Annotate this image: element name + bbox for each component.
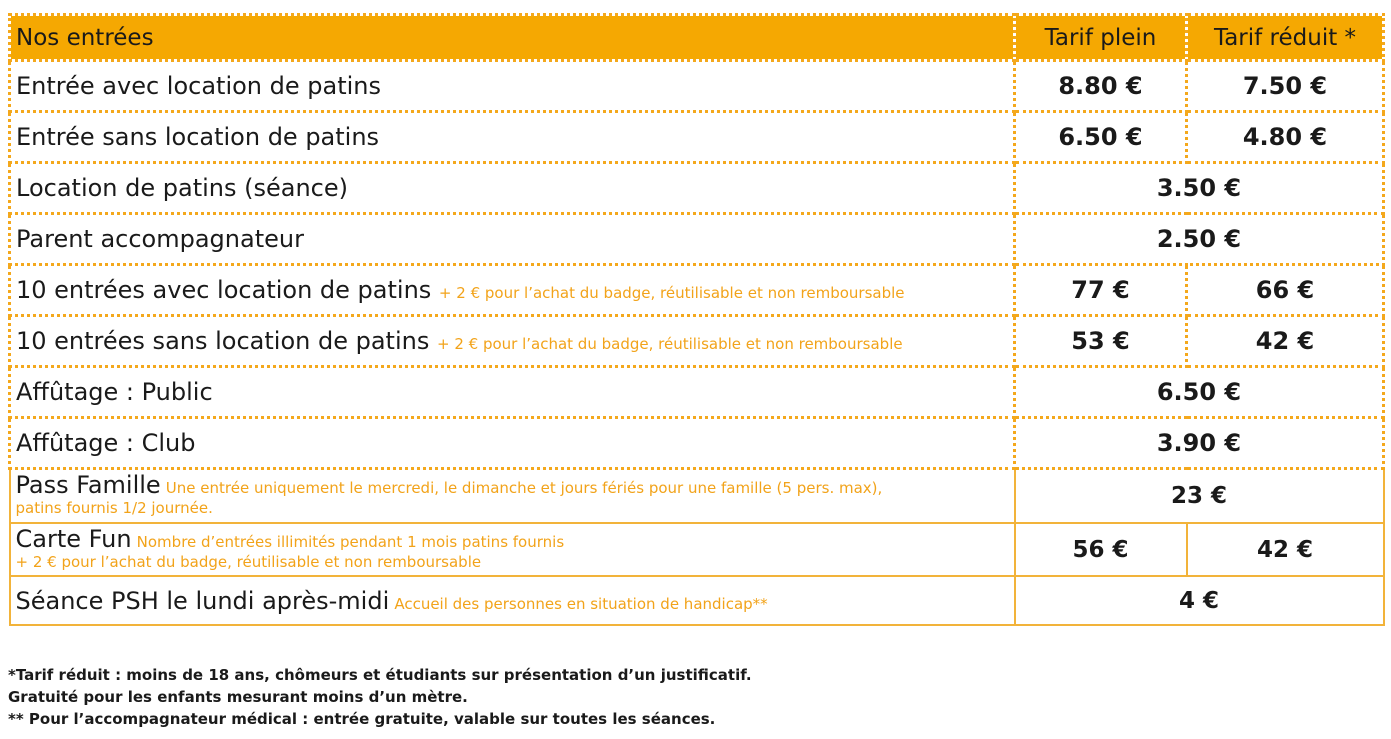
table-row: [10, 367, 1384, 418]
price-full: 53 €: [1015, 316, 1187, 367]
table-row: [10, 316, 1384, 367]
row-label: Entrée avec location de patins: [10, 61, 1015, 112]
row-note: Accueil des personnes en situation de handicap**: [394, 594, 768, 613]
row-label-cell: [10, 469, 1015, 524]
price-table: [8, 13, 1385, 626]
row-label: 10 entrées sans location de patins: [16, 327, 430, 355]
row-label-cell: [10, 265, 1015, 316]
price-full: 77 €: [1015, 265, 1187, 316]
footnote-reduced-rate: *Tarif réduit : moins de 18 ans, chômeurs et étudiants sur présentation d’un justificatif.: [8, 666, 752, 684]
row-label-cell: [10, 316, 1015, 367]
footnote-medical-companion: ** Pour l’accompagnateur médical : entrée gratuite, valable sur toutes les séances.: [8, 710, 716, 728]
price-full: 6.50 €: [1015, 112, 1187, 163]
row-label: 10 entrées avec location de patins: [16, 276, 432, 304]
table-row: [10, 469, 1384, 524]
footnote-free-children: Gratuité pour les enfants mesurant moins d’un mètre.: [8, 688, 468, 706]
row-label: Location de patins (séance): [10, 163, 1015, 214]
row-label: Séance PSH le lundi après-midi: [15, 586, 390, 615]
table-row: [10, 576, 1384, 625]
row-label: Affûtage : Club: [10, 418, 1015, 469]
row-note-line2: + 2 € pour l’achat du badge, réutilisable et non remboursable: [15, 552, 482, 571]
table-header: [10, 15, 1384, 61]
row-label: Parent accompagnateur: [10, 214, 1015, 265]
price-single: 4 €: [1015, 576, 1384, 625]
row-label: Entrée sans location de patins: [10, 112, 1015, 163]
price-full: 8.80 €: [1015, 61, 1187, 112]
price-single: 23 €: [1015, 469, 1384, 524]
row-note-line2: patins fournis 1/2 journée.: [15, 499, 213, 517]
price-full: 56 €: [1015, 523, 1187, 576]
price-single: 3.90 €: [1015, 418, 1384, 469]
row-note: + 2 € pour l’achat du badge, réutilisable et non remboursable: [436, 335, 903, 353]
price-reduced: 42 €: [1187, 523, 1384, 576]
price-single: 3.50 €: [1015, 163, 1384, 214]
price-reduced: 66 €: [1187, 265, 1384, 316]
row-label-cell: [10, 576, 1015, 625]
row-label: Carte Fun: [15, 524, 132, 553]
header-full-price: Tarif plein: [1015, 15, 1187, 61]
table-row: [10, 163, 1384, 214]
row-note: + 2 € pour l’achat du badge, réutilisable et non remboursable: [438, 284, 905, 302]
price-reduced: 42 €: [1187, 316, 1384, 367]
header-reduced-price: Tarif réduit *: [1187, 15, 1384, 61]
price-single: 6.50 €: [1015, 367, 1384, 418]
table-row: [10, 523, 1384, 576]
price-single: 2.50 €: [1015, 214, 1384, 265]
table-row: [10, 61, 1384, 112]
row-label: Affûtage : Public: [10, 367, 1015, 418]
row-label: Pass Famille: [15, 471, 161, 499]
table-row: [10, 112, 1384, 163]
row-label-cell: [10, 523, 1015, 576]
footnotes: [8, 664, 1378, 730]
table-row: [10, 265, 1384, 316]
row-note: Une entrée uniquement le mercredi, le dimanche et jours fériés pour une famille (5 pers. max),: [165, 479, 883, 497]
table-row: [10, 418, 1384, 469]
row-note: Nombre d’entrées illimités pendant 1 mois patins fournis: [136, 532, 565, 551]
header-entries: Nos entrées: [10, 15, 1015, 61]
price-reduced: 7.50 €: [1187, 61, 1384, 112]
table-row: [10, 214, 1384, 265]
price-reduced: 4.80 €: [1187, 112, 1384, 163]
